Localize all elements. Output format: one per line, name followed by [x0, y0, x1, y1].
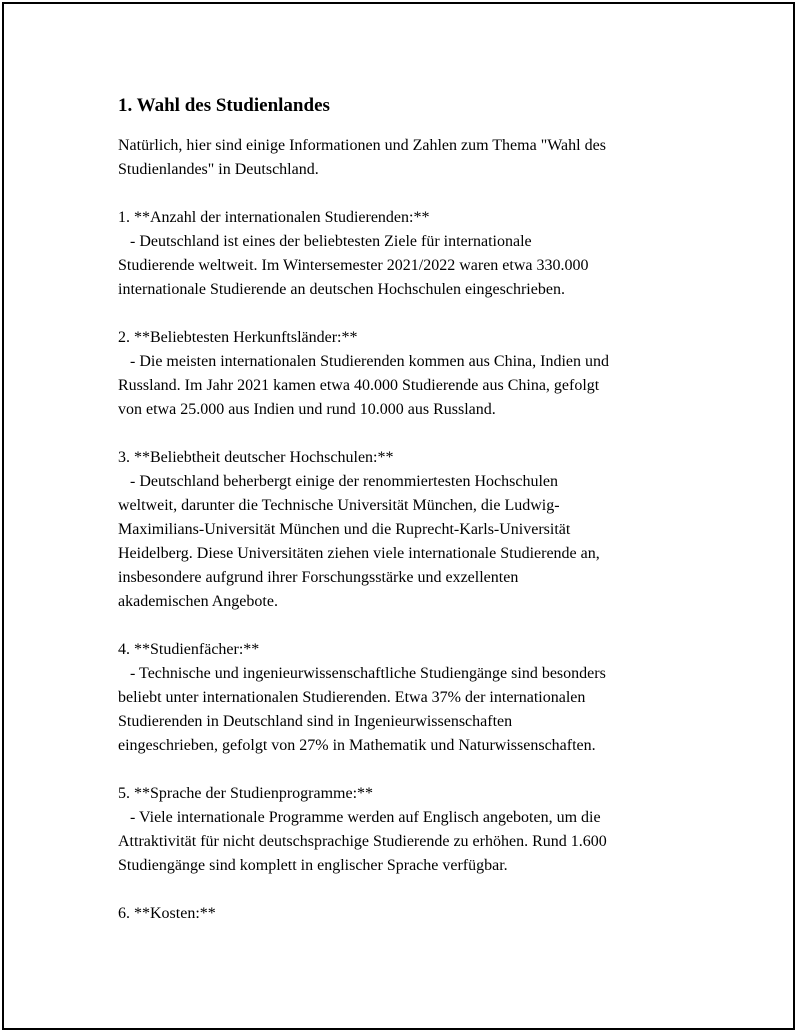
list-item-body: - Technische und ingenieurwissenschaftliche Studiengänge sind besonders beliebt unter internationalen Studierenden. Etwa 37% der internationalen Studierenden in Deutschland sind in Ingenieurwissenschaften eingeschrieben, gefolgt von 27% in Mathematik und Naturwissenschaften. — [118, 665, 606, 754]
list-item-body: - Deutschland beherbergt einige der renommiertesten Hochschulen weltweit, darunter die Technische Universität München, die Ludwig- Maximilians-Universität München und die Ruprecht-Karls-Universität Heidelberg. Diese Universitäten ziehen viele internationale Studierende an, insbesondere aufgrund ihrer Forschungsstärke und exzellenten akademischen Angebote. — [118, 473, 600, 610]
intro-paragraph: Natürlich, hier sind einige Informationen und Zahlen zum Thema "Wahl des Studienlandes" in Deutschland. — [118, 137, 606, 178]
list-item-4 — [118, 638, 718, 758]
list-item-title: 1. **Anzahl der internationalen Studierenden:** — [118, 209, 430, 226]
list-item-body: - Deutschland ist eines der beliebtesten Ziele für internationale Studierende weltweit. Im Wintersemester 2021/2022 waren etwa 330.000 internationale Studierende an deutschen Hochschulen eingeschrieben. — [118, 233, 589, 298]
list-item-3 — [118, 446, 718, 614]
list-item-title: 6. **Kosten:** — [118, 905, 216, 922]
document-content — [118, 94, 718, 926]
list-item-5 — [118, 782, 718, 878]
list-item-6 — [118, 902, 718, 926]
section-heading: 1. Wahl des Studienlandes — [118, 95, 330, 116]
list-item-body: - Viele internationale Programme werden auf Englisch angeboten, um die Attraktivität für nicht deutschsprachige Studierende zu erhöhen. Rund 1.600 Studiengänge sind komplett in englischer Sprache verfügbar. — [118, 809, 607, 874]
list-item-title: 4. **Studienfächer:** — [118, 641, 260, 658]
list-item-title: 2. **Beliebtesten Herkunftsländer:** — [118, 329, 358, 346]
list-item-1 — [118, 206, 718, 302]
list-item-2 — [118, 326, 718, 422]
list-item-title: 3. **Beliebtheit deutscher Hochschulen:** — [118, 449, 394, 466]
list-item-body: - Die meisten internationalen Studierenden kommen aus China, Indien und Russland. Im Jahr 2021 kamen etwa 40.000 Studierende aus China, gefolgt von etwa 25.000 aus Indien und rund 10.000 aus Russland. — [118, 353, 609, 418]
list-item-title: 5. **Sprache der Studienprogramme:** — [118, 785, 374, 802]
